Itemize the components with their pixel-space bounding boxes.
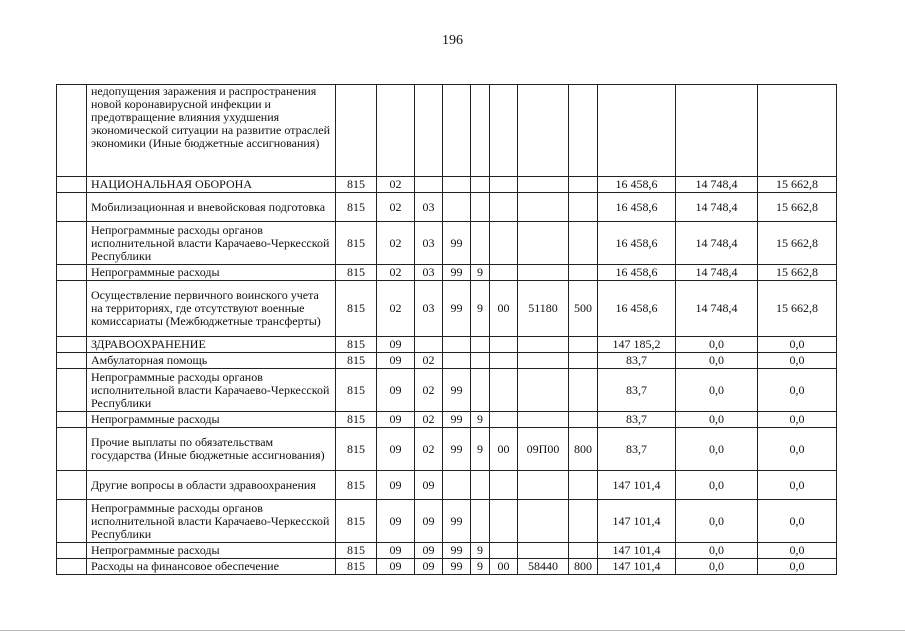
code-ved: 815 xyxy=(336,369,377,412)
amount-year1: 16 458,6 xyxy=(598,222,676,265)
code-pr: 09 xyxy=(415,471,443,500)
amount-year2: 0,0 xyxy=(676,412,758,428)
code-pr: 03 xyxy=(415,222,443,265)
table-row xyxy=(57,428,837,471)
code-sub: 9 xyxy=(471,559,490,575)
row-name: НАЦИОНАЛЬНАЯ ОБОРОНА xyxy=(87,177,336,193)
table-row xyxy=(57,222,837,265)
amount-year3: 0,0 xyxy=(758,543,837,559)
code-rz: 09 xyxy=(377,559,415,575)
amount-year2: 0,0 xyxy=(676,500,758,543)
row-name: Осуществление первичного воинского учета на территориях, где отсутствуют военные комиссариаты (Межбюджетные трансферты) xyxy=(87,281,336,337)
code-pr: 02 xyxy=(415,369,443,412)
code-prog: 99 xyxy=(443,428,471,471)
page-number: 196 xyxy=(442,33,463,48)
code-dir: 00 xyxy=(490,428,518,471)
table-row xyxy=(57,85,837,177)
code-vr xyxy=(569,265,598,281)
amount-year1: 16 458,6 xyxy=(598,193,676,222)
amount-year3: 0,0 xyxy=(758,369,837,412)
amount-year2: 0,0 xyxy=(676,369,758,412)
code-prog xyxy=(443,471,471,500)
code-ved xyxy=(336,85,377,177)
amount-year2: 0,0 xyxy=(676,559,758,575)
code-item xyxy=(518,471,569,500)
code-sub: 9 xyxy=(471,428,490,471)
amount-year1: 147 101,4 xyxy=(598,559,676,575)
code-item: 09П00 xyxy=(518,428,569,471)
code-pr: 02 xyxy=(415,428,443,471)
code-dir xyxy=(490,353,518,369)
row-name: Непрограммные расходы органов исполнительной власти Карачаево-Черкесской Республики xyxy=(87,500,336,543)
code-dir: 00 xyxy=(490,281,518,337)
amount-year2: 14 748,4 xyxy=(676,265,758,281)
row-margin-cell xyxy=(57,369,87,412)
code-rz: 09 xyxy=(377,353,415,369)
code-item xyxy=(518,222,569,265)
code-prog: 99 xyxy=(443,412,471,428)
code-sub: 9 xyxy=(471,543,490,559)
amount-year1: 16 458,6 xyxy=(598,177,676,193)
code-item: 58440 xyxy=(518,559,569,575)
code-ved: 815 xyxy=(336,177,377,193)
row-margin-cell xyxy=(57,265,87,281)
row-name: Другие вопросы в области здравоохранения xyxy=(87,471,336,500)
code-pr: 09 xyxy=(415,559,443,575)
amount-year1: 147 101,4 xyxy=(598,543,676,559)
code-pr: 03 xyxy=(415,265,443,281)
code-rz: 09 xyxy=(377,412,415,428)
amount-year1: 147 101,4 xyxy=(598,500,676,543)
code-prog: 99 xyxy=(443,281,471,337)
table-row xyxy=(57,281,837,337)
code-prog xyxy=(443,177,471,193)
row-name: ЗДРАВООХРАНЕНИЕ xyxy=(87,337,336,353)
code-ved: 815 xyxy=(336,337,377,353)
amount-year2: 14 748,4 xyxy=(676,193,758,222)
code-sub xyxy=(471,222,490,265)
code-vr xyxy=(569,543,598,559)
code-pr xyxy=(415,177,443,193)
code-ved: 815 xyxy=(336,412,377,428)
amount-year3: 15 662,8 xyxy=(758,281,837,337)
code-item xyxy=(518,193,569,222)
code-dir xyxy=(490,543,518,559)
code-vr xyxy=(569,193,598,222)
code-dir xyxy=(490,337,518,353)
code-pr: 03 xyxy=(415,193,443,222)
amount-year3: 15 662,8 xyxy=(758,177,837,193)
code-prog xyxy=(443,85,471,177)
row-margin-cell xyxy=(57,412,87,428)
row-margin-cell xyxy=(57,428,87,471)
code-prog xyxy=(443,337,471,353)
code-item: 51180 xyxy=(518,281,569,337)
amount-year2: 0,0 xyxy=(676,353,758,369)
amount-year3: 0,0 xyxy=(758,428,837,471)
code-ved: 815 xyxy=(336,193,377,222)
code-dir xyxy=(490,471,518,500)
row-margin-cell xyxy=(57,500,87,543)
amount-year3: 15 662,8 xyxy=(758,265,837,281)
row-name: Амбулаторная помощь xyxy=(87,353,336,369)
code-sub xyxy=(471,193,490,222)
code-dir xyxy=(490,265,518,281)
amount-year2: 14 748,4 xyxy=(676,177,758,193)
code-ved: 815 xyxy=(336,543,377,559)
code-ved: 815 xyxy=(336,265,377,281)
table-row xyxy=(57,500,837,543)
amount-year2: 0,0 xyxy=(676,543,758,559)
table-row xyxy=(57,412,837,428)
row-margin-cell xyxy=(57,85,87,177)
amount-year1: 83,7 xyxy=(598,369,676,412)
code-dir xyxy=(490,177,518,193)
code-dir xyxy=(490,369,518,412)
row-name: недопущения заражения и распространения новой коронавирусной инфекции и предотвращение влияния ухудшения экономической ситуации на развитие отраслей экономики (Иные бюджетные ассигнования) xyxy=(87,85,336,177)
code-rz: 02 xyxy=(377,177,415,193)
row-name: Расходы на финансовое обеспечение xyxy=(87,559,336,575)
code-sub xyxy=(471,353,490,369)
code-dir xyxy=(490,193,518,222)
code-sub xyxy=(471,471,490,500)
code-rz: 09 xyxy=(377,500,415,543)
amount-year2: 14 748,4 xyxy=(676,281,758,337)
row-margin-cell xyxy=(57,353,87,369)
code-sub: 9 xyxy=(471,281,490,337)
code-rz: 02 xyxy=(377,222,415,265)
row-margin-cell xyxy=(57,559,87,575)
code-vr xyxy=(569,222,598,265)
code-rz xyxy=(377,85,415,177)
code-rz: 09 xyxy=(377,471,415,500)
code-pr xyxy=(415,85,443,177)
code-rz: 09 xyxy=(377,369,415,412)
code-item xyxy=(518,543,569,559)
row-name: Непрограммные расходы органов исполнительной власти Карачаево-Черкесской Республики xyxy=(87,369,336,412)
code-vr xyxy=(569,337,598,353)
code-vr xyxy=(569,471,598,500)
amount-year2: 0,0 xyxy=(676,337,758,353)
code-dir xyxy=(490,222,518,265)
code-rz: 09 xyxy=(377,543,415,559)
code-vr xyxy=(569,177,598,193)
code-ved: 815 xyxy=(336,559,377,575)
code-vr xyxy=(569,500,598,543)
amount-year3 xyxy=(758,85,837,177)
code-prog: 99 xyxy=(443,369,471,412)
amount-year3: 0,0 xyxy=(758,353,837,369)
row-name: Прочие выплаты по обязательствам государства (Иные бюджетные ассигнования) xyxy=(87,428,336,471)
code-vr xyxy=(569,369,598,412)
amount-year2: 0,0 xyxy=(676,428,758,471)
code-rz: 09 xyxy=(377,428,415,471)
code-pr: 09 xyxy=(415,543,443,559)
row-name: Непрограммные расходы xyxy=(87,543,336,559)
code-ved: 815 xyxy=(336,353,377,369)
code-item xyxy=(518,500,569,543)
amount-year1: 83,7 xyxy=(598,412,676,428)
code-ved: 815 xyxy=(336,471,377,500)
amount-year1: 16 458,6 xyxy=(598,281,676,337)
amount-year1: 147 185,2 xyxy=(598,337,676,353)
code-pr: 09 xyxy=(415,500,443,543)
amount-year3: 0,0 xyxy=(758,337,837,353)
code-prog xyxy=(443,353,471,369)
code-pr: 02 xyxy=(415,353,443,369)
table-row xyxy=(57,193,837,222)
table-row xyxy=(57,543,837,559)
code-vr xyxy=(569,85,598,177)
code-item xyxy=(518,412,569,428)
code-pr: 03 xyxy=(415,281,443,337)
amount-year3: 0,0 xyxy=(758,471,837,500)
code-sub xyxy=(471,500,490,543)
code-item xyxy=(518,369,569,412)
code-prog: 99 xyxy=(443,559,471,575)
table-row xyxy=(57,353,837,369)
code-sub xyxy=(471,85,490,177)
row-margin-cell xyxy=(57,543,87,559)
code-vr xyxy=(569,353,598,369)
code-vr: 800 xyxy=(569,559,598,575)
budget-table xyxy=(56,84,837,575)
code-dir: 00 xyxy=(490,559,518,575)
code-sub xyxy=(471,369,490,412)
amount-year2: 0,0 xyxy=(676,471,758,500)
code-prog: 99 xyxy=(443,265,471,281)
amount-year1 xyxy=(598,85,676,177)
amount-year3: 0,0 xyxy=(758,559,837,575)
table-row xyxy=(57,337,837,353)
code-prog: 99 xyxy=(443,543,471,559)
amount-year3: 0,0 xyxy=(758,412,837,428)
code-item xyxy=(518,337,569,353)
code-pr xyxy=(415,337,443,353)
code-item xyxy=(518,265,569,281)
code-dir xyxy=(490,412,518,428)
code-rz: 09 xyxy=(377,337,415,353)
amount-year1: 83,7 xyxy=(598,353,676,369)
code-ved: 815 xyxy=(336,428,377,471)
code-pr: 02 xyxy=(415,412,443,428)
code-vr: 500 xyxy=(569,281,598,337)
table-row xyxy=(57,177,837,193)
code-sub: 9 xyxy=(471,265,490,281)
row-name: Непрограммные расходы xyxy=(87,412,336,428)
code-prog: 99 xyxy=(443,222,471,265)
code-rz: 02 xyxy=(377,281,415,337)
row-name: Мобилизационная и вневойсковая подготовка xyxy=(87,193,336,222)
code-item xyxy=(518,353,569,369)
row-name: Непрограммные расходы органов исполнительной власти Карачаево-Черкесской Республики xyxy=(87,222,336,265)
amount-year2: 14 748,4 xyxy=(676,222,758,265)
row-name: Непрограммные расходы xyxy=(87,265,336,281)
code-ved: 815 xyxy=(336,500,377,543)
code-sub: 9 xyxy=(471,412,490,428)
table-row xyxy=(57,471,837,500)
code-vr: 800 xyxy=(569,428,598,471)
code-dir xyxy=(490,85,518,177)
code-ved: 815 xyxy=(336,281,377,337)
code-item xyxy=(518,177,569,193)
code-dir xyxy=(490,500,518,543)
amount-year3: 15 662,8 xyxy=(758,222,837,265)
row-margin-cell xyxy=(57,281,87,337)
code-item xyxy=(518,85,569,177)
row-margin-cell xyxy=(57,177,87,193)
amount-year1: 83,7 xyxy=(598,428,676,471)
table-row xyxy=(57,559,837,575)
amount-year3: 15 662,8 xyxy=(758,193,837,222)
table-row xyxy=(57,265,837,281)
code-rz: 02 xyxy=(377,193,415,222)
code-prog xyxy=(443,193,471,222)
row-margin-cell xyxy=(57,222,87,265)
amount-year3: 0,0 xyxy=(758,500,837,543)
code-prog: 99 xyxy=(443,500,471,543)
row-margin-cell xyxy=(57,471,87,500)
code-ved: 815 xyxy=(336,222,377,265)
code-rz: 02 xyxy=(377,265,415,281)
row-margin-cell xyxy=(57,337,87,353)
scan-edge-line xyxy=(0,630,905,631)
amount-year1: 16 458,6 xyxy=(598,265,676,281)
code-sub xyxy=(471,337,490,353)
code-sub xyxy=(471,177,490,193)
row-margin-cell xyxy=(57,193,87,222)
code-vr xyxy=(569,412,598,428)
amount-year2 xyxy=(676,85,758,177)
amount-year1: 147 101,4 xyxy=(598,471,676,500)
table-row xyxy=(57,369,837,412)
